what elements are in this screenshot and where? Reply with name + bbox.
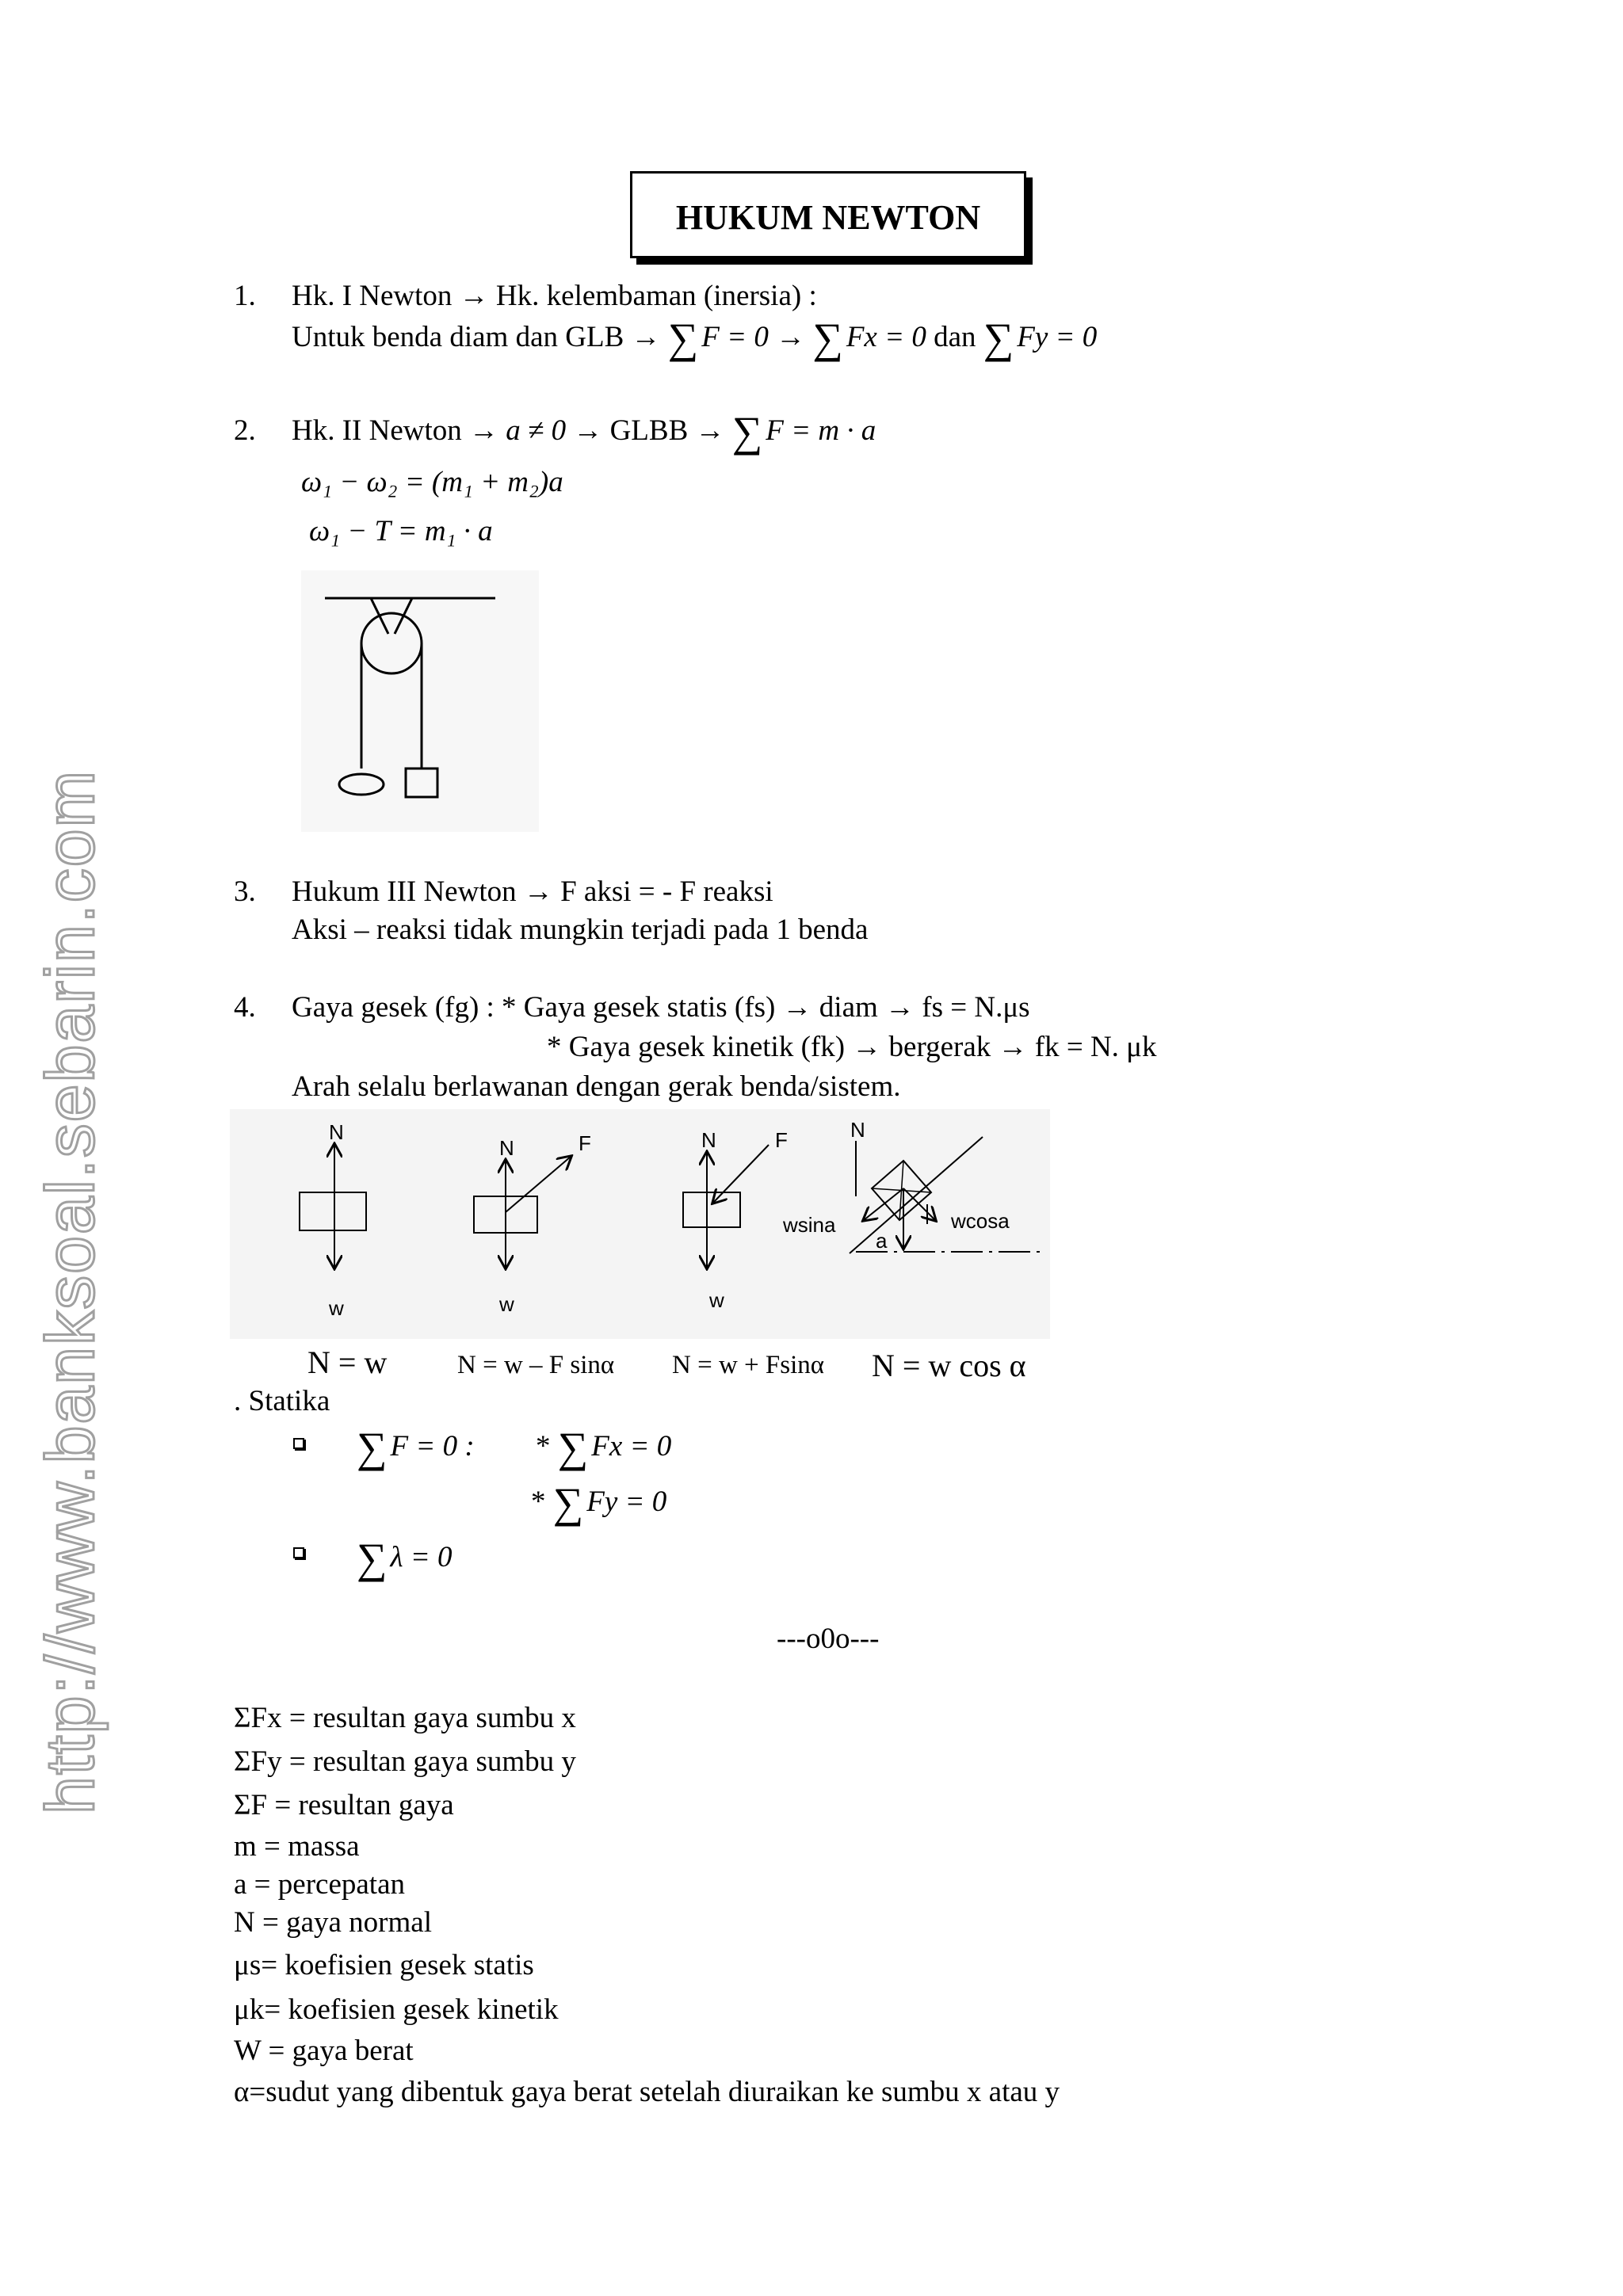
statika-item-2-eq: λ = 0 <box>390 1541 453 1573</box>
separator: ---o0o--- <box>777 1623 880 1655</box>
label-n: N <box>701 1128 716 1152</box>
watermark: http://www.banksoal.sebarin.com <box>32 769 109 1814</box>
legend-item: N = gaya normal <box>234 1906 432 1939</box>
sigma-symbol: ∑ <box>357 1424 388 1471</box>
checkbox-bullet <box>293 1438 304 1449</box>
label-f: F <box>579 1131 591 1155</box>
arrow-symbol: → <box>776 321 806 353</box>
section-1-line-2 <box>292 317 1097 360</box>
section-1-line-2-text: Untuk benda diam dan GLB → <box>292 321 661 353</box>
statika-sub-2 <box>531 1479 667 1527</box>
legend-item: ΣFx = resultan gaya sumbu x <box>234 1702 576 1734</box>
section-3-line-2: Aksi – reaksi tidak mungkin terjadi pada 1 benda <box>292 913 869 946</box>
friction-diagrams <box>230 1109 1050 1339</box>
sigma-symbol: ∑ <box>667 315 699 362</box>
label-f: F <box>775 1128 788 1152</box>
legend-item: a = percepatan <box>234 1868 406 1901</box>
section-2-formula-2: ω₁ − T = m₁ · a <box>309 515 493 547</box>
label-n: N <box>499 1136 514 1160</box>
sigma-symbol: ∑ <box>552 1479 584 1527</box>
section-3-number: 3. <box>234 875 256 908</box>
caption-4: N = w cos α <box>872 1348 1026 1383</box>
section-1-eq-3: Fy = 0 <box>1017 321 1098 353</box>
caption-3: N = w + Fsinα <box>672 1351 825 1379</box>
section-1-eq-1: F = 0 <box>701 321 769 353</box>
legend-item: ΣFy = resultan gaya sumbu y <box>234 1745 576 1778</box>
legend-item: m = massa <box>234 1830 360 1863</box>
statika-item-1 <box>357 1426 475 1469</box>
sigma-symbol: ∑ <box>557 1424 589 1471</box>
caption-1: N = w <box>307 1344 388 1380</box>
caption-2: N = w – F sinα <box>457 1351 615 1379</box>
legend-item: α=sudut yang dibentuk gaya berat setelah diuraikan ke sumbu x atau y <box>234 2076 1060 2108</box>
sigma-symbol: ∑ <box>357 1535 388 1582</box>
label-wcosa: wcosa <box>951 1209 1010 1233</box>
section-1-line-1: Hk. I Newton → Hk. kelembaman (inersia) : <box>292 280 817 312</box>
section-3-line-1: Hukum III Newton → F aksi = - F reaksi <box>292 875 773 908</box>
sigma-symbol: ∑ <box>731 408 763 456</box>
statika-sub-1-eq: Fx = 0 <box>591 1430 672 1463</box>
label-w: w <box>709 1288 724 1312</box>
page-title: HUKUM NEWTON <box>675 198 981 237</box>
section-4-line-3: Arah selalu berlawanan dengan gerak benda/sistem. <box>292 1070 901 1103</box>
pulley-diagram-background <box>301 570 539 832</box>
section-2-formula-1: ω₁ − ω₂ = (m₁ + m₂)a <box>301 466 563 498</box>
section-4-number: 4. <box>234 991 256 1024</box>
section-4-line-1: Gaya gesek (fg) : * Gaya gesek statis (fs) → diam → fs = N.μs <box>292 991 1030 1024</box>
section-1-dan: dan <box>934 321 976 353</box>
statika-item-1-eq: F = 0 : <box>390 1430 475 1463</box>
label-a: a <box>876 1229 888 1253</box>
label-n: N <box>329 1120 344 1144</box>
checkbox-bullet <box>293 1547 304 1558</box>
legend-item: ΣF = resultan gaya <box>234 1789 454 1821</box>
section-2-line-1-text: Hk. II Newton → <box>292 414 499 447</box>
statika-heading: . Statika <box>234 1385 330 1417</box>
star-bullet: * <box>531 1486 546 1518</box>
section-2-line-1-glbb: → GLBB → <box>573 414 725 447</box>
legend-item: μs= koefisien gesek statis <box>234 1949 534 1981</box>
statika-sub-2-eq: Fy = 0 <box>586 1486 667 1518</box>
label-wsina: wsina <box>783 1213 836 1237</box>
label-n: N <box>850 1118 865 1142</box>
section-4-line-2: * Gaya gesek kinetik (fk) → bergerak → fk = N. μk <box>547 1031 1157 1063</box>
statika-sub-1 <box>536 1426 671 1469</box>
section-2-equation: F = m · a <box>766 414 876 447</box>
legend-item: μk= koefisien gesek kinetik <box>234 1993 559 2026</box>
statika-item-2 <box>357 1537 453 1580</box>
section-2-line-1 <box>292 408 876 456</box>
sigma-symbol: ∑ <box>983 315 1014 362</box>
label-w: w <box>499 1292 514 1316</box>
pulley-diagram <box>301 570 539 832</box>
section-2-number: 2. <box>234 414 256 447</box>
sigma-symbol: ∑ <box>812 315 843 362</box>
section-1-number: 1. <box>234 280 256 312</box>
section-2-condition: a ≠ 0 <box>506 414 567 447</box>
label-w: w <box>329 1296 344 1320</box>
legend-item: W = gaya berat <box>234 2035 414 2067</box>
title-box <box>630 171 1026 258</box>
star-bullet: * <box>536 1430 551 1463</box>
section-1-eq-2: Fx = 0 <box>846 321 926 353</box>
